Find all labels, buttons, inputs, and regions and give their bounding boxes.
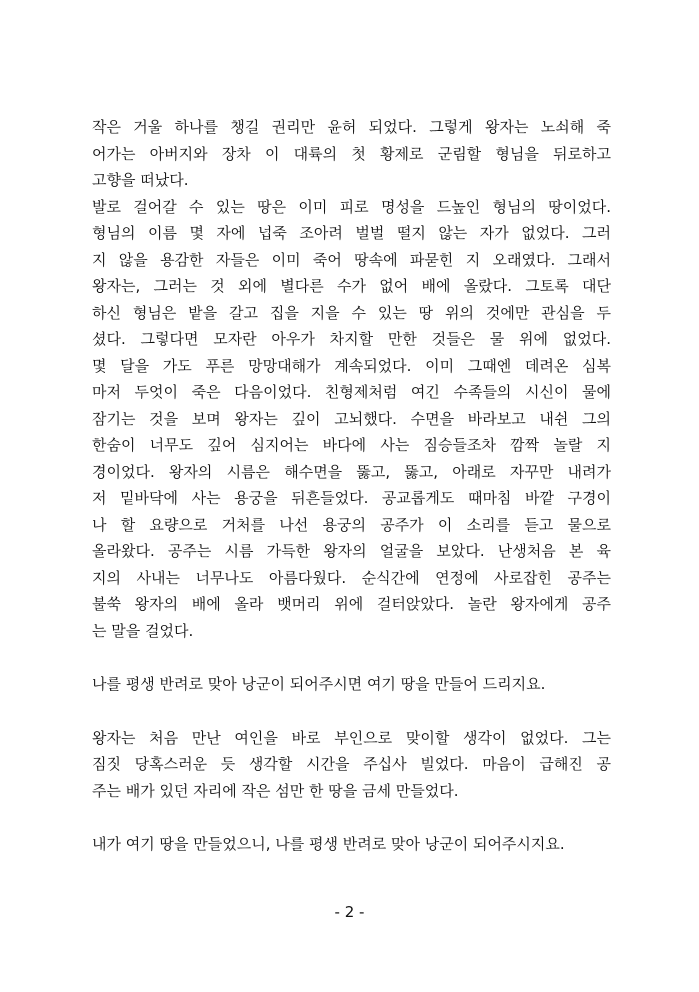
dialogue-paragraph: [92, 671, 611, 698]
text-line: 나를 평생 반려로 맞아 낭군이 되어주시면 여기 땅을 만들어 드리지요.: [92, 675, 546, 693]
paragraph: [92, 725, 611, 805]
text-line: 잠기는 것을 보며 왕자는 깊이 고뇌했다. 수면을 바라보고 내쉰 그의: [92, 409, 611, 428]
text-line: 불쑥 왕자의 배에 올라 뱃머리 위에 걸터앉았다. 놀란 왕자에게 공주: [92, 595, 611, 613]
text-line: 어가는 아버지와 장차 이 대륙의 첫 황제로 군림할 형님을 뒤로하고: [92, 144, 611, 163]
text-line: 올라왔다. 공주는 시름 가득한 왕자의 얼굴을 보았다. 난생처음 본 육: [92, 542, 611, 560]
text-line: 저 밑바닥에 사는 용궁을 뒤흔들었다. 공교롭게도 때마침 바깥 구경이: [92, 489, 611, 507]
text-line: 지 않을 용감한 자들은 이미 죽어 땅속에 파묻힌 지 오래였다. 그래서: [92, 250, 611, 269]
body-text: [92, 114, 611, 858]
paragraph-gap: [92, 804, 611, 831]
text-line: 발로 걸어갈 수 있는 땅은 이미 피로 명성을 드높인 형님의 땅이었다.: [92, 197, 611, 216]
paragraph: [92, 194, 611, 645]
text-line: 셨다. 그렇다면 모자란 아우가 차지할 만한 것들은 물 위에 없었다.: [92, 330, 611, 348]
dialogue-paragraph: [92, 831, 611, 858]
text-line: 왕자는, 그러는 것 외에 별다른 수가 없어 배에 올랐다. 그토록 대단: [92, 277, 611, 295]
text-line: 내가 여기 땅을 만들었으니, 나를 평생 반려로 맞아 낭군이 되어주시지요.: [92, 835, 565, 853]
paragraph: [92, 114, 611, 194]
paragraph-gap: [92, 644, 611, 671]
text-line: 몇 달을 가도 푸른 망망대해가 계속되었다. 이미 그때엔 데려온 심복: [92, 356, 611, 375]
paragraph-gap: [92, 698, 611, 725]
text-line: 는 말을 걸었다.: [92, 621, 194, 640]
text-line: 왕자는 처음 만난 여인을 바로 부인으로 맞이할 생각이 없었다. 그는: [92, 728, 611, 747]
text-line: 마저 두엇이 죽은 다음이었다. 친형제처럼 여긴 수족들의 시신이 물에: [92, 383, 611, 401]
text-line: 나 할 요량으로 거처를 나선 용궁의 공주가 이 소리를 듣고 물으로: [92, 515, 611, 534]
text-line: 지의 사내는 너무나도 아름다웠다. 순식간에 연정에 사로잡힌 공주는: [92, 568, 611, 587]
text-line: 하신 형님은 밭을 갈고 집을 지을 수 있는 땅 위의 것에만 관심을 두: [92, 303, 611, 322]
text-line: 작은 거울 하나를 챙길 권리만 윤허 되었다. 그렇게 왕자는 노쇠해 죽: [92, 118, 611, 136]
text-line: 짐짓 당혹스러운 듯 생각할 시간을 주십사 빌었다. 마음이 급해진 공: [92, 755, 611, 773]
text-line: 형님의 이름 몇 자에 넙죽 조아려 벌벌 떨지 않는 자가 없었다. 그러: [92, 224, 611, 242]
text-line: 경이었다. 왕자의 시름은 해수면을 뚫고, 뚫고, 아래로 자꾸만 내려가: [92, 462, 611, 481]
text-line: 한숨이 너무도 깊어 심지어는 바다에 사는 짐승들조차 깜짝 놀랄 지: [92, 436, 611, 454]
text-line: 주는 배가 있던 자리에 작은 섬만 한 땅을 금세 만들었다.: [92, 781, 459, 800]
text-line: 고향을 떠났다.: [92, 171, 189, 189]
page-number: - 2 -: [334, 903, 365, 921]
